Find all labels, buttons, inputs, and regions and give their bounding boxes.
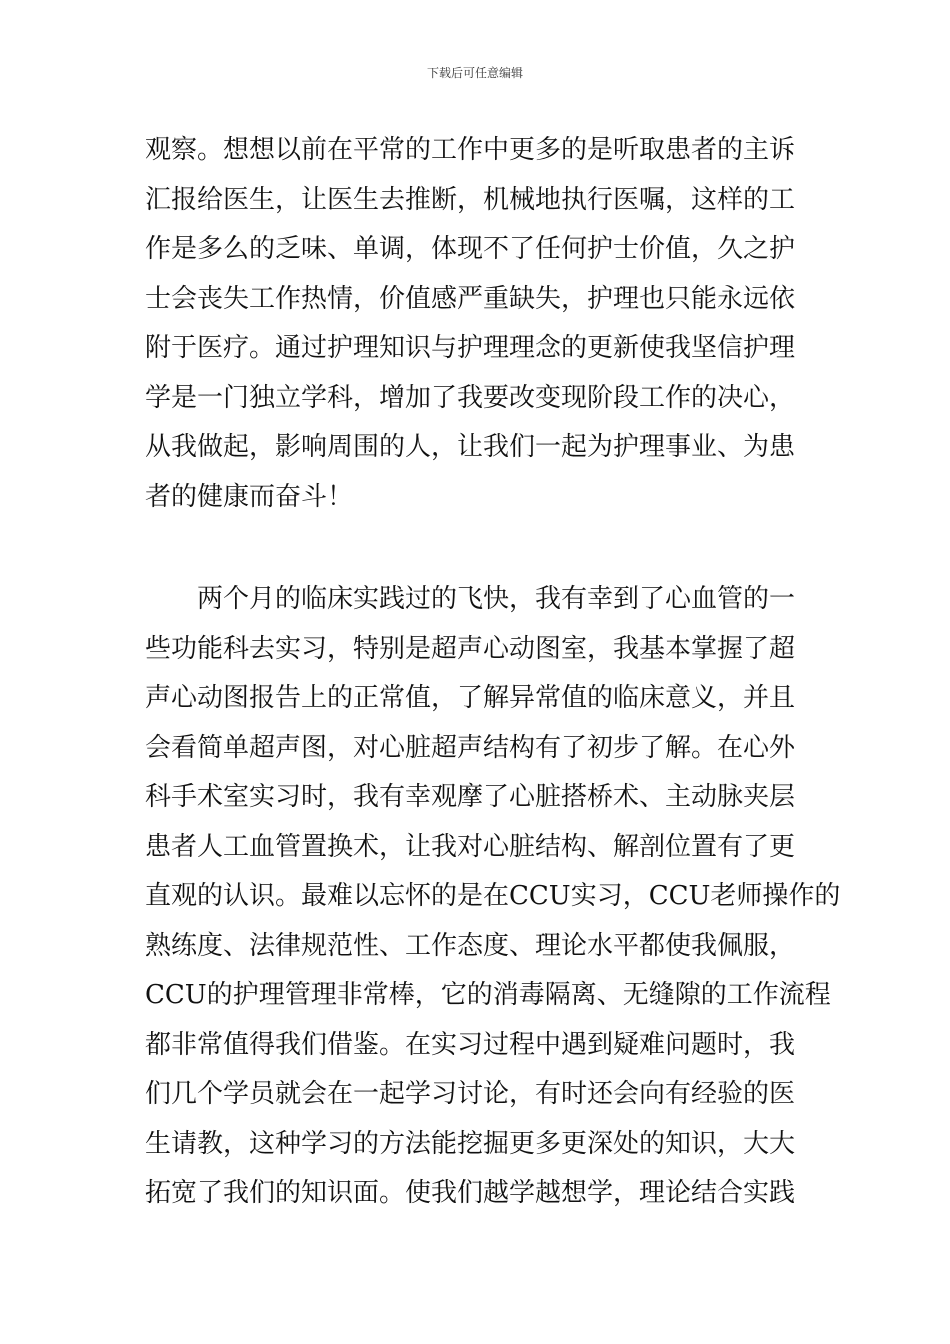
paragraph-line: 拓宽了我们的知识面。使我们越学越想学，理论结合实践 [145, 1178, 796, 1208]
paragraph-line: 观察。想想以前在平常的工作中更多的是听取患者的主诉 [145, 135, 796, 165]
paragraph-line: 些功能科去实习，特别是超声心动图室，我基本掌握了超 [145, 633, 796, 664]
paragraph-line-first: 两个月的临床实践过的飞快，我有幸到了心血管的一 [197, 584, 796, 614]
paragraph-line: 都非常值得我们借鉴。在实习过程中遇到疑难问题时，我 [145, 1029, 796, 1060]
paragraph-line: 生请教，这种学习的方法能挖掘更多更深处的知识，大大 [145, 1128, 796, 1159]
paragraph-line: 附于医疗。通过护理知识与护理理念的更新使我坚信护理 [145, 333, 796, 363]
page-header-note: 下载后可任意编辑 [426, 66, 523, 80]
paragraph-1 [145, 126, 825, 522]
paragraph-line: 熟练度、法律规范性、工作态度、理论水平都使我佩服， [145, 930, 796, 961]
paragraph-2 [145, 575, 841, 1219]
paragraph-line: 作是多么的乏味、单调，体现不了任何护士价值，久之护 [145, 234, 796, 264]
paragraph-line: 者的健康而奋斗！ [145, 481, 354, 512]
paragraph-line: 学是一门独立学科，增加了我要改变现阶段工作的决心， [145, 382, 796, 413]
paragraph-line: 会看简单超声图，对心脏超声结构有了初步了解。在心外 [145, 732, 796, 763]
paragraph-line: 科手术室实习时，我有幸观摩了心脏搭桥术、主动脉夹层 [145, 782, 796, 812]
paragraph-line: 直观的认识。最难以忘怀的是在CCU实习，CCU老师操作的 [145, 881, 841, 911]
paragraph-line: 从我做起，影响周围的人，让我们一起为护理事业、为患 [145, 432, 796, 462]
paragraph-line: 患者人工血管置换术，让我对心脏结构、解剖位置有了更 [145, 831, 796, 862]
paragraph-line: 声心动图报告上的正常值，了解异常值的临床意义，并且 [145, 683, 796, 713]
paragraph-line: 们几个学员就会在一起学习讨论，有时还会向有经验的医 [145, 1079, 796, 1109]
paragraph-line: CCU的护理管理非常棒，它的消毒隔离、无缝隙的工作流程 [145, 980, 831, 1010]
paragraph-line: 士会丧失工作热情，价值感严重缺失，护理也只能永远依 [145, 283, 796, 314]
paragraph-line: 汇报给医生，让医生去推断，机械地执行医嘱，这样的工 [145, 184, 796, 215]
